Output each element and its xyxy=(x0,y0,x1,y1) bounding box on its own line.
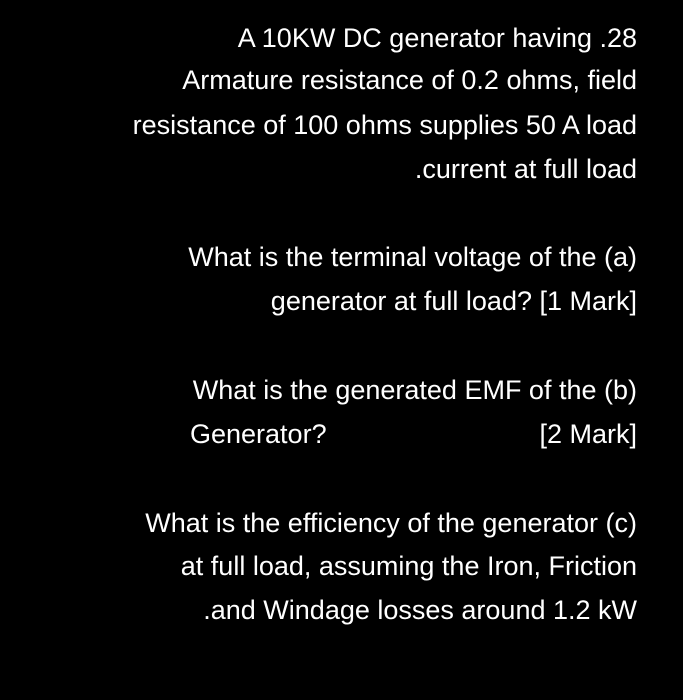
intro-line-1: A 10KW DC generator having .28 xyxy=(237,23,637,53)
question-a-line-2: generator at full load? [1 Mark] xyxy=(270,286,637,316)
question-b-line-1: What is the generated EMF of the (b) xyxy=(192,375,637,405)
question-b-subject: Generator? xyxy=(190,419,327,449)
question-a-line-1: What is the terminal voltage of the (a) xyxy=(188,242,637,272)
question-c-line-2: at full load, assuming the Iron, Friction xyxy=(180,551,637,581)
question-c-line-1: What is the efficiency of the generator (c) xyxy=(145,508,637,538)
intro-line-4: .current at full load xyxy=(414,154,637,184)
question-b-marks: [2 Mark] xyxy=(539,419,637,449)
intro-line-3: resistance of 100 ohms supplies 50 A load xyxy=(132,110,637,140)
intro-line-2: Armature resistance of 0.2 ohms, field xyxy=(182,65,637,95)
question-c-line-3: .and Windage losses around 1.2 kW xyxy=(203,595,637,625)
